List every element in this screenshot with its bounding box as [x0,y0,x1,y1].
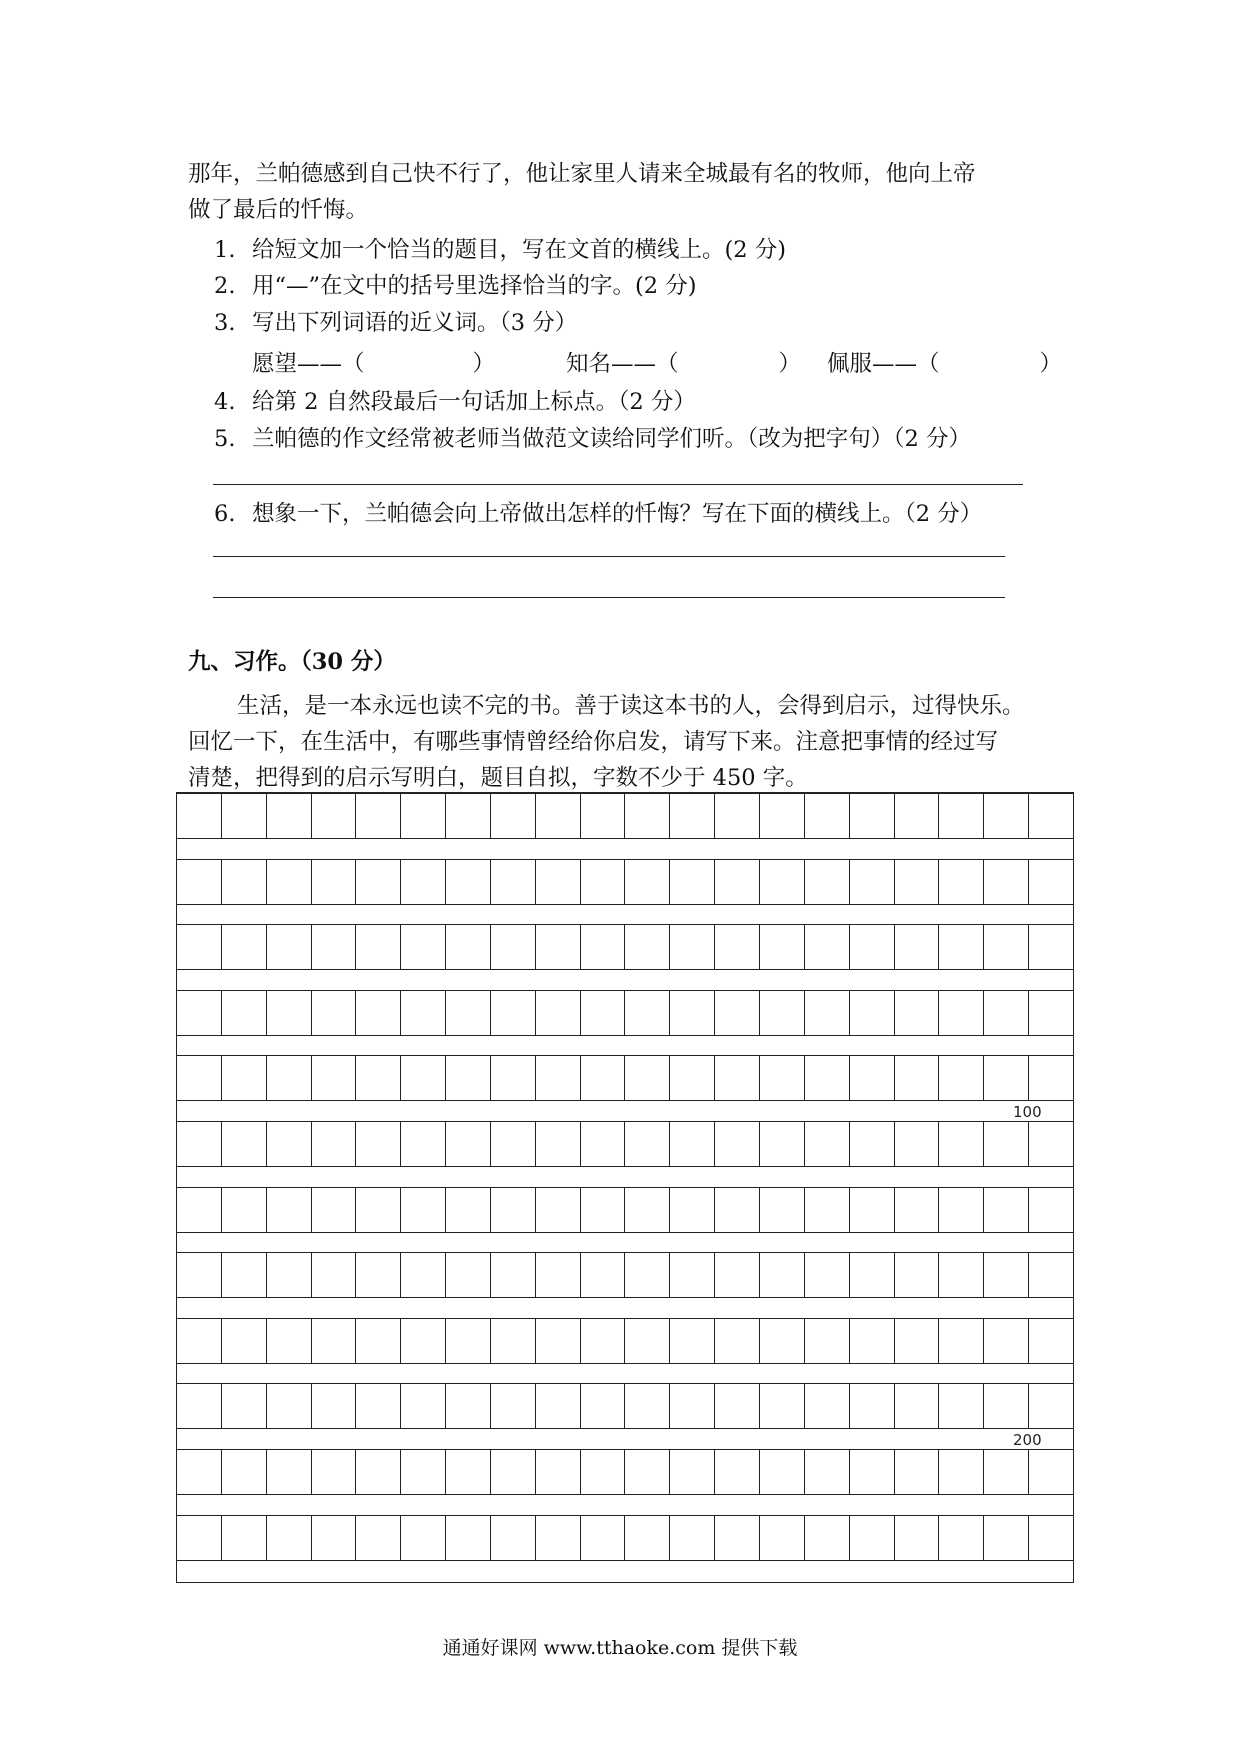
grid-cell[interactable] [715,1122,760,1166]
grid-cell[interactable] [356,1516,401,1560]
grid-cell[interactable] [222,1319,267,1363]
grid-cell[interactable] [312,925,357,969]
question-text: 用“—”在文中的括号里选择恰当的字。(2 分) [252,273,697,299]
question-text: 给第 2 自然段最后一句话加上标点。（2 分） [252,389,696,415]
grid-cell[interactable] [1029,1450,1073,1494]
synonym-close: ） [1039,351,1063,377]
grid-cell[interactable] [401,925,446,969]
grid-cell[interactable] [536,1253,581,1297]
grid-cell[interactable] [1029,1122,1073,1166]
grid-cell[interactable] [760,1450,805,1494]
grid-cell[interactable] [356,1056,401,1100]
answer-line[interactable] [213,597,1005,598]
grid-cell[interactable] [177,991,222,1035]
grid-cell[interactable] [805,1384,850,1428]
question-number: 5. [214,426,236,452]
grid-cell[interactable] [715,1188,760,1232]
grid-cell[interactable] [984,1253,1029,1297]
grid-cell[interactable] [401,1056,446,1100]
grid-cell[interactable] [536,925,581,969]
grid-cell[interactable] [446,1516,491,1560]
section-title: 九、习作。（30 分） [188,649,396,675]
grid-row [177,990,1073,1036]
grid-cell[interactable] [760,1253,805,1297]
grid-cell[interactable] [670,1188,715,1232]
grid-cell[interactable] [267,1056,312,1100]
grid-cell[interactable] [177,1319,222,1363]
grid-cell[interactable] [222,1188,267,1232]
grid-cell[interactable] [581,794,626,838]
grid-cell[interactable] [850,1253,895,1297]
grid-cell[interactable] [715,1516,760,1560]
grid-cell[interactable] [581,1450,626,1494]
grid-cell[interactable] [984,1384,1029,1428]
grid-cell[interactable] [984,794,1029,838]
grid-cell[interactable] [446,1122,491,1166]
grid-cell[interactable] [760,860,805,904]
grid-cell[interactable] [939,1384,984,1428]
grid-cell[interactable] [670,1384,715,1428]
grid-cell[interactable] [1029,1188,1073,1232]
grid-cell[interactable] [895,1253,940,1297]
grid-cell[interactable] [850,1188,895,1232]
grid-cell[interactable] [939,1253,984,1297]
grid-cell[interactable] [984,1319,1029,1363]
question-1 [214,232,786,264]
grid-cell[interactable] [805,1188,850,1232]
grid-cell[interactable] [850,991,895,1035]
grid-cell[interactable] [581,1056,626,1100]
grid-cell[interactable] [760,991,805,1035]
grid-cell[interactable] [536,1516,581,1560]
synonym-close: ） [472,351,496,377]
grid-cell[interactable] [1029,1384,1073,1428]
grid-cell[interactable] [446,1188,491,1232]
grid-row [177,1515,1073,1561]
grid-cell[interactable] [267,860,312,904]
grid-cell[interactable] [1029,1319,1073,1363]
grid-cell[interactable] [895,1056,940,1100]
grid-cell[interactable] [760,1516,805,1560]
grid-cell[interactable] [715,925,760,969]
grid-cell[interactable] [401,1516,446,1560]
grid-cell[interactable] [356,1122,401,1166]
grid-cell[interactable] [939,1319,984,1363]
grid-cell[interactable] [625,1516,670,1560]
grid-cell[interactable] [491,860,536,904]
grid-cell[interactable] [491,1516,536,1560]
grid-cell[interactable] [895,1516,940,1560]
grid-cell[interactable] [267,794,312,838]
synonym-close: ） [778,351,802,377]
grid-cell[interactable] [850,1516,895,1560]
grid-cell[interactable] [222,1450,267,1494]
grid-cell[interactable] [805,1450,850,1494]
grid-cell[interactable] [491,1056,536,1100]
grid-cell[interactable] [715,1450,760,1494]
grid-cell[interactable] [625,1253,670,1297]
grid-cell[interactable] [895,1450,940,1494]
grid-cell[interactable] [177,1188,222,1232]
grid-cell[interactable] [760,925,805,969]
grid-cell[interactable] [895,925,940,969]
grid-cell[interactable] [491,794,536,838]
grid-cell[interactable] [1029,1056,1073,1100]
grid-cell[interactable] [446,1319,491,1363]
grid-cell[interactable] [939,1516,984,1560]
grid-cell[interactable] [984,1056,1029,1100]
grid-cell[interactable] [177,1384,222,1428]
grid-cell[interactable] [1029,794,1073,838]
grid-row [177,1055,1073,1101]
grid-cell[interactable] [805,1122,850,1166]
grid-cell[interactable] [267,1319,312,1363]
question-text: 给短文加一个恰当的题目，写在文首的横线上。(2 分) [252,237,787,263]
grid-cell[interactable] [984,1188,1029,1232]
grid-cell[interactable] [177,1516,222,1560]
grid-cell[interactable] [267,1384,312,1428]
grid-cell[interactable] [670,1450,715,1494]
grid-cell[interactable] [356,794,401,838]
grid-cell[interactable] [446,1450,491,1494]
grid-row [177,1318,1073,1364]
prompt-line-3: 清楚，把得到的启示写明白，题目自拟，字数不少于 450 字。 [188,765,808,791]
grid-cell[interactable] [312,1122,357,1166]
grid-cell[interactable] [177,794,222,838]
grid-row [177,1449,1073,1495]
grid-cell[interactable] [222,991,267,1035]
grid-cell[interactable] [984,991,1029,1035]
grid-cell[interactable] [1029,991,1073,1035]
grid-cell[interactable] [222,1384,267,1428]
question-text: 想象一下，兰帕德会向上帝做出怎样的忏悔？写在下面的横线上。（2 分） [252,501,983,527]
question-number: 4. [214,389,236,415]
grid-cell[interactable] [267,1122,312,1166]
grid-cell[interactable] [312,1253,357,1297]
grid-row [177,924,1073,970]
grid-row [177,1252,1073,1298]
grid-cell[interactable] [267,925,312,969]
grid-cell[interactable] [177,1450,222,1494]
grid-cell[interactable] [850,1384,895,1428]
grid-cell[interactable] [536,860,581,904]
grid-cell[interactable] [536,794,581,838]
grid-row [177,1121,1073,1167]
grid-cell[interactable] [356,925,401,969]
grid-cell[interactable] [715,1253,760,1297]
synonym-word: 知名——（ [566,351,679,377]
grid-cell[interactable] [670,860,715,904]
grid-cell[interactable] [760,1188,805,1232]
grid-cell[interactable] [625,1056,670,1100]
grid-cell[interactable] [401,1122,446,1166]
grid-cell[interactable] [491,991,536,1035]
grid-cell[interactable] [536,1450,581,1494]
grid-cell[interactable] [1029,925,1073,969]
grid-cell[interactable] [356,1188,401,1232]
grid-cell[interactable] [401,1253,446,1297]
grid-cell[interactable] [670,1122,715,1166]
grid-cell[interactable] [312,1319,357,1363]
grid-cell[interactable] [625,794,670,838]
question-number: 6. [214,501,236,527]
grid-cell[interactable] [581,1122,626,1166]
grid-cell[interactable] [491,1253,536,1297]
grid-cell[interactable] [581,991,626,1035]
grid-cell[interactable] [939,991,984,1035]
question-number: 1. [214,237,236,263]
grid-cell[interactable] [895,1384,940,1428]
grid-cell[interactable] [267,991,312,1035]
grid-cell[interactable] [670,991,715,1035]
grid-cell[interactable] [536,1319,581,1363]
grid-cell[interactable] [805,925,850,969]
grid-cell[interactable] [850,1450,895,1494]
grid-cell[interactable] [312,1450,357,1494]
grid-cell[interactable] [939,794,984,838]
grid-row [177,1187,1073,1233]
grid-cell[interactable] [222,1516,267,1560]
grid-cell[interactable] [1029,860,1073,904]
grid-cell[interactable] [267,1188,312,1232]
grid-cell[interactable] [939,1056,984,1100]
grid-cell[interactable] [670,1516,715,1560]
question-5 [214,421,971,453]
grid-cell[interactable] [895,794,940,838]
grid-cell[interactable] [715,1319,760,1363]
grid-cell[interactable] [670,1319,715,1363]
grid-cell[interactable] [312,991,357,1035]
grid-row [177,859,1073,905]
grid-cell[interactable] [491,1122,536,1166]
grid-cell[interactable] [760,1319,805,1363]
grid-cell[interactable] [401,1188,446,1232]
grid-cell[interactable] [536,991,581,1035]
grid-cell[interactable] [222,794,267,838]
grid-cell[interactable] [850,860,895,904]
grid-cell[interactable] [625,1384,670,1428]
passage-line-1: 那年，兰帕德感到自己快不行了，他让家里人请来全城最有名的牧师，他向上帝 [188,161,976,187]
grid-cell[interactable] [401,794,446,838]
grid-cell[interactable] [222,1122,267,1166]
writing-grid[interactable] [176,792,1074,1583]
grid-cell[interactable] [177,1122,222,1166]
question-text: 兰帕德的作文经常被老师当做范文读给同学们听。（改为把字句）（2 分） [252,426,971,452]
grid-cell[interactable] [939,925,984,969]
grid-cell[interactable] [715,1056,760,1100]
grid-cell[interactable] [895,860,940,904]
grid-cell[interactable] [715,860,760,904]
grid-row [177,1383,1073,1429]
question-3 [214,305,577,337]
grid-cell[interactable] [984,860,1029,904]
grid-cell[interactable] [895,1122,940,1166]
grid-cell[interactable] [536,1188,581,1232]
grid-cell[interactable] [625,860,670,904]
grid-cell[interactable] [625,1122,670,1166]
grid-cell[interactable] [491,925,536,969]
grid-cell[interactable] [760,1122,805,1166]
grid-cell[interactable] [401,1384,446,1428]
grid-cell[interactable] [312,860,357,904]
grid-cell[interactable] [446,794,491,838]
grid-cell[interactable] [267,1253,312,1297]
grid-cell[interactable] [491,1450,536,1494]
grid-cell[interactable] [805,1253,850,1297]
grid-cell[interactable] [850,925,895,969]
grid-cell[interactable] [356,1319,401,1363]
grid-cell[interactable] [222,860,267,904]
prompt-line-2: 回忆一下，在生活中，有哪些事情曾经给你启发，请写下来。注意把事情的经过写 [188,729,999,755]
grid-cell[interactable] [177,1056,222,1100]
word-count-mark: 100 [1013,1103,1042,1122]
grid-cell[interactable] [356,1384,401,1428]
grid-cell[interactable] [805,1516,850,1560]
question-number: 2. [214,273,236,299]
grid-cell[interactable] [715,1384,760,1428]
grid-cell[interactable] [805,794,850,838]
prompt-line-1: 生活，是一本永远也读不完的书。善于读这本书的人，会得到启示，过得快乐。 [237,693,1025,719]
grid-cell[interactable] [850,1122,895,1166]
answer-line[interactable] [213,556,1005,557]
grid-cell[interactable] [670,925,715,969]
grid-cell[interactable] [581,1384,626,1428]
grid-cell[interactable] [895,1188,940,1232]
grid-cell[interactable] [446,1384,491,1428]
grid-cell[interactable] [984,1450,1029,1494]
grid-cell[interactable] [491,1384,536,1428]
grid-cell[interactable] [939,1122,984,1166]
synonym-item-3 [827,346,1062,378]
grid-cell[interactable] [1029,1253,1073,1297]
grid-row [177,793,1073,839]
grid-cell[interactable] [446,991,491,1035]
grid-cell[interactable] [625,925,670,969]
grid-cell[interactable] [356,1253,401,1297]
grid-cell[interactable] [312,1188,357,1232]
grid-cell[interactable] [312,1384,357,1428]
grid-cell[interactable] [401,991,446,1035]
synonym-item-1 [252,346,495,378]
grid-cell[interactable] [267,1516,312,1560]
grid-cell[interactable] [491,1188,536,1232]
grid-cell[interactable] [536,1056,581,1100]
grid-cell[interactable] [984,1122,1029,1166]
grid-cell[interactable] [939,1450,984,1494]
grid-cell[interactable] [760,1056,805,1100]
grid-cell[interactable] [625,1319,670,1363]
question-4 [214,384,696,416]
grid-cell[interactable] [356,860,401,904]
question-2 [214,268,697,300]
grid-cell[interactable] [1029,1516,1073,1560]
grid-cell[interactable] [850,794,895,838]
grid-cell[interactable] [401,860,446,904]
grid-cell[interactable] [446,1253,491,1297]
grid-cell[interactable] [760,794,805,838]
question-6 [214,496,982,528]
grid-cell[interactable] [984,1516,1029,1560]
grid-cell[interactable] [446,925,491,969]
answer-line[interactable] [213,484,1023,485]
grid-cell[interactable] [984,925,1029,969]
synonym-item-2 [566,346,801,378]
grid-cell[interactable] [895,1319,940,1363]
grid-cell[interactable] [401,1450,446,1494]
grid-cell[interactable] [805,860,850,904]
grid-cell[interactable] [939,860,984,904]
grid-cell[interactable] [760,1384,805,1428]
passage-line-2: 做了最后的忏悔。 [188,197,369,223]
grid-cell[interactable] [356,991,401,1035]
grid-cell[interactable] [939,1188,984,1232]
grid-cell[interactable] [536,1384,581,1428]
grid-cell[interactable] [222,925,267,969]
grid-cell[interactable] [715,794,760,838]
grid-cell[interactable] [177,925,222,969]
grid-cell[interactable] [222,1253,267,1297]
grid-cell[interactable] [581,925,626,969]
grid-cell[interactable] [625,1450,670,1494]
grid-cell[interactable] [581,1319,626,1363]
grid-cell[interactable] [581,1253,626,1297]
grid-cell[interactable] [670,1253,715,1297]
grid-cell[interactable] [401,1319,446,1363]
grid-cell[interactable] [177,860,222,904]
grid-cell[interactable] [670,794,715,838]
grid-cell[interactable] [850,1319,895,1363]
grid-cell[interactable] [895,991,940,1035]
word-count-mark: 200 [1013,1431,1042,1450]
footer: 通通好课网 www.tthaoke.com 提供下载 [442,1637,798,1659]
grid-cell[interactable] [625,991,670,1035]
synonym-word: 佩服——（ [827,351,940,377]
question-number: 3. [214,310,236,336]
grid-cell[interactable] [670,1056,715,1100]
grid-cell[interactable] [222,1056,267,1100]
grid-cell[interactable] [536,1122,581,1166]
grid-cell[interactable] [491,1319,536,1363]
grid-cell[interactable] [312,1056,357,1100]
synonym-word: 愿望——（ [252,351,365,377]
grid-cell[interactable] [267,1450,312,1494]
grid-cell[interactable] [312,794,357,838]
grid-cell[interactable] [805,991,850,1035]
grid-cell[interactable] [581,1516,626,1560]
grid-cell[interactable] [715,991,760,1035]
grid-cell[interactable] [177,1253,222,1297]
grid-cell[interactable] [312,1516,357,1560]
grid-cell[interactable] [446,1056,491,1100]
grid-cell[interactable] [805,1056,850,1100]
grid-cell[interactable] [581,1188,626,1232]
grid-cell[interactable] [581,860,626,904]
grid-cell[interactable] [625,1188,670,1232]
grid-cell[interactable] [850,1056,895,1100]
question-text: 写出下列词语的近义词。（3 分） [252,310,578,336]
grid-cell[interactable] [446,860,491,904]
grid-cell[interactable] [805,1319,850,1363]
grid-cell[interactable] [356,1450,401,1494]
